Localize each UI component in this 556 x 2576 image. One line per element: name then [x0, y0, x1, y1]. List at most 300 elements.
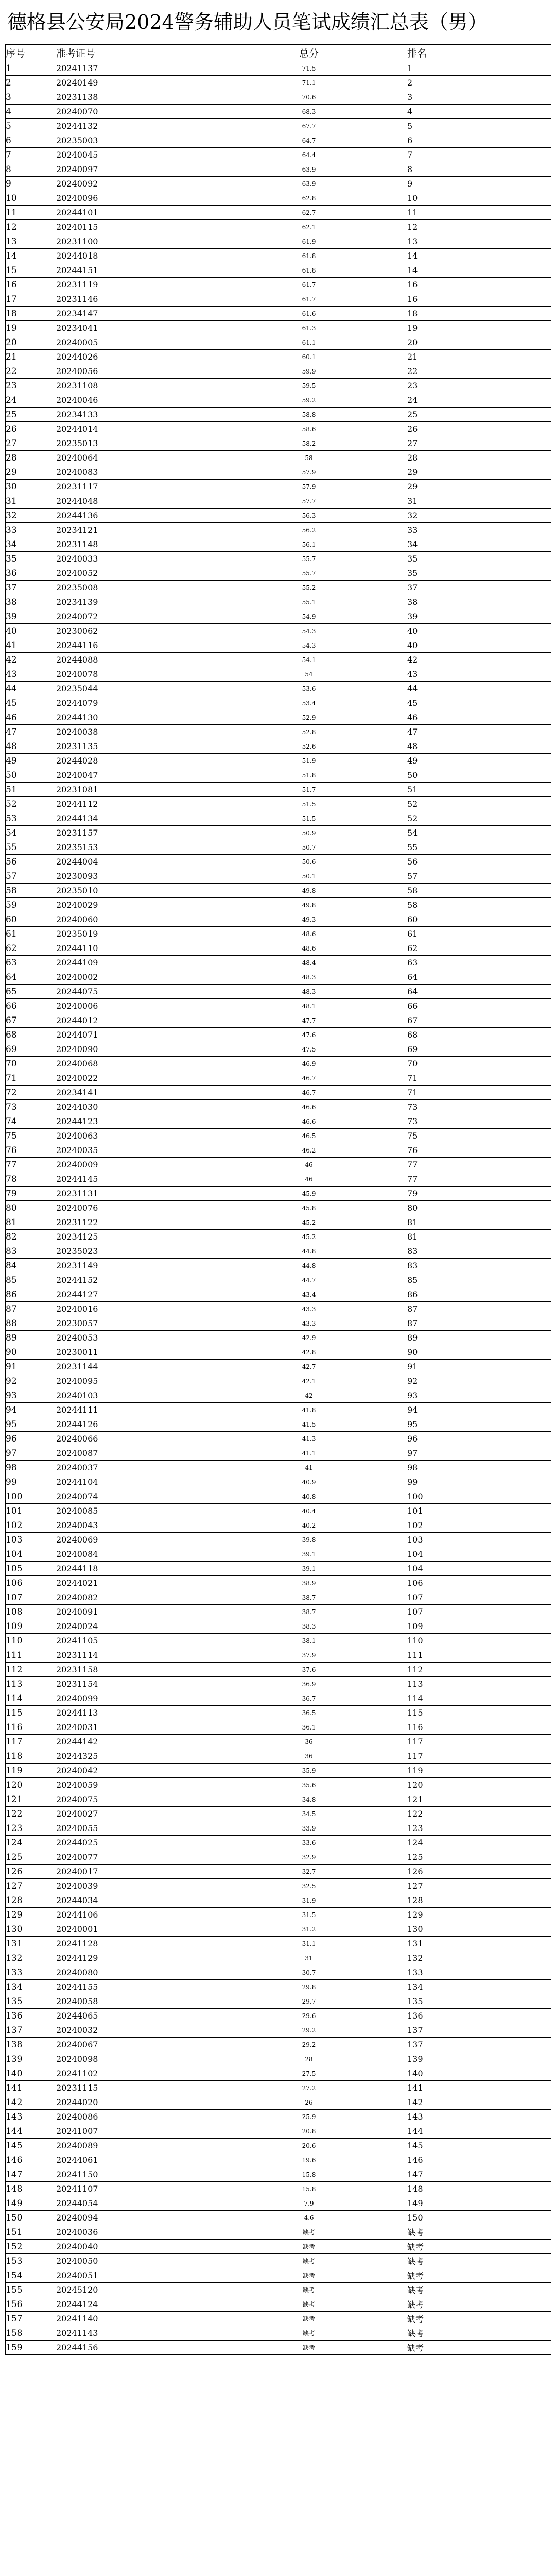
cell-rank: 137	[407, 2023, 551, 2038]
cell-rank: 139	[407, 2052, 551, 2066]
cell-exam-id: 20240082	[56, 1590, 211, 1605]
cell-exam-id: 20231081	[56, 783, 211, 797]
table-row	[6, 2124, 551, 2139]
cell-no: 29	[6, 465, 56, 480]
table-row	[6, 869, 551, 884]
cell-exam-id: 20234125	[56, 1230, 211, 1244]
cell-exam-id: 20240036	[56, 2225, 211, 2240]
header-exam-id: 准考证号	[56, 45, 211, 61]
table-row	[6, 754, 551, 768]
cell-no: 157	[6, 2312, 56, 2326]
table-row	[6, 1432, 551, 1446]
table-row	[6, 1273, 551, 1287]
cell-exam-id: 20240001	[56, 1922, 211, 1937]
cell-exam-id: 20240069	[56, 1533, 211, 1547]
cell-score: 44.8	[211, 1259, 407, 1273]
cell-no: 27	[6, 436, 56, 451]
cell-score: 54	[211, 667, 407, 682]
cell-rank: 87	[407, 1316, 551, 1331]
table-row	[6, 436, 551, 451]
cell-score: 61.1	[211, 335, 407, 350]
cell-exam-id: 20244028	[56, 754, 211, 768]
cell-exam-id: 20240064	[56, 451, 211, 465]
cell-score: 47.5	[211, 1042, 407, 1057]
cell-exam-id: 20244134	[56, 811, 211, 826]
cell-rank: 136	[407, 2009, 551, 2023]
cell-rank: 124	[407, 1836, 551, 1850]
cell-score: 33.6	[211, 1836, 407, 1850]
table-row	[6, 292, 551, 307]
cell-no: 64	[6, 970, 56, 985]
cell-exam-id: 20244104	[56, 1475, 211, 1489]
table-row	[6, 1187, 551, 1201]
cell-no: 119	[6, 1764, 56, 1778]
table-row	[6, 494, 551, 509]
cell-rank: 129	[407, 1908, 551, 1922]
cell-score: 46.7	[211, 1071, 407, 1086]
cell-exam-id: 20240002	[56, 970, 211, 985]
cell-score: 25.9	[211, 2110, 407, 2124]
cell-exam-id: 20244101	[56, 206, 211, 220]
table-row	[6, 811, 551, 826]
cell-score: 45.8	[211, 1201, 407, 1215]
cell-no: 115	[6, 1706, 56, 1720]
cell-rank: 115	[407, 1706, 551, 1720]
table-row	[6, 335, 551, 350]
cell-exam-id: 20231157	[56, 826, 211, 840]
table-row	[6, 1533, 551, 1547]
table-row	[6, 350, 551, 364]
cell-score: 48.3	[211, 970, 407, 985]
cell-exam-id: 20244151	[56, 263, 211, 278]
cell-score: 57.9	[211, 480, 407, 494]
cell-no: 70	[6, 1057, 56, 1071]
cell-rank: 13	[407, 234, 551, 249]
cell-exam-id: 20240017	[56, 1865, 211, 1879]
cell-exam-id: 20240053	[56, 1331, 211, 1345]
cell-rank: 28	[407, 451, 551, 465]
cell-exam-id: 20240058	[56, 1994, 211, 2009]
cell-score: 61.6	[211, 307, 407, 321]
cell-score: 49.3	[211, 912, 407, 927]
cell-exam-id: 20240060	[56, 912, 211, 927]
cell-no: 141	[6, 2081, 56, 2095]
cell-no: 22	[6, 364, 56, 379]
cell-score: 40.8	[211, 1489, 407, 1504]
cell-no: 136	[6, 2009, 56, 2023]
cell-exam-id: 20244065	[56, 2009, 211, 2023]
cell-rank: 52	[407, 797, 551, 811]
cell-score: 63.9	[211, 177, 407, 191]
cell-rank: 50	[407, 768, 551, 783]
cell-exam-id: 20240067	[56, 2038, 211, 2052]
cell-no: 93	[6, 1388, 56, 1403]
cell-no: 42	[6, 653, 56, 667]
table-row	[6, 1562, 551, 1576]
cell-score: 36	[211, 1735, 407, 1749]
header-score: 总分	[211, 45, 407, 61]
cell-rank: 46	[407, 710, 551, 725]
cell-no: 67	[6, 1013, 56, 1028]
cell-no: 106	[6, 1576, 56, 1590]
cell-rank: 113	[407, 1677, 551, 1691]
cell-score: 50.6	[211, 855, 407, 869]
cell-rank: 2	[407, 76, 551, 90]
cell-exam-id: 20240076	[56, 1201, 211, 1215]
cell-no: 25	[6, 408, 56, 422]
table-row	[6, 1013, 551, 1028]
cell-rank: 29	[407, 480, 551, 494]
cell-exam-id: 20240070	[56, 105, 211, 119]
table-row	[6, 1489, 551, 1504]
cell-exam-id: 20244111	[56, 1403, 211, 1417]
cell-rank: 85	[407, 1273, 551, 1287]
table-row	[6, 840, 551, 855]
cell-exam-id: 20231146	[56, 292, 211, 307]
cell-exam-id: 20240040	[56, 2240, 211, 2254]
cell-no: 75	[6, 1129, 56, 1143]
table-row	[6, 1403, 551, 1417]
cell-rank: 40	[407, 624, 551, 638]
table-row	[6, 2268, 551, 2283]
cell-rank: 缺考	[407, 2254, 551, 2268]
cell-no: 145	[6, 2139, 56, 2153]
table-row	[6, 2038, 551, 2052]
cell-exam-id: 20231149	[56, 1259, 211, 1273]
cell-exam-id: 20240085	[56, 1504, 211, 1518]
cell-score: 34.8	[211, 1792, 407, 1807]
table-row	[6, 191, 551, 206]
cell-no: 82	[6, 1230, 56, 1244]
cell-score: 31.1	[211, 1937, 407, 1951]
cell-no: 121	[6, 1792, 56, 1807]
table-row	[6, 985, 551, 999]
table-row	[6, 480, 551, 494]
table-row	[6, 2240, 551, 2254]
cell-rank: 34	[407, 537, 551, 552]
cell-score: 71.5	[211, 61, 407, 76]
cell-score: 32.5	[211, 1879, 407, 1893]
cell-rank: 缺考	[407, 2283, 551, 2297]
cell-rank: 缺考	[407, 2297, 551, 2312]
cell-score: 39.8	[211, 1533, 407, 1547]
cell-exam-id: 20240046	[56, 393, 211, 408]
cell-no: 118	[6, 1749, 56, 1764]
cell-score: 34.5	[211, 1807, 407, 1821]
cell-rank: 140	[407, 2066, 551, 2081]
table-row	[6, 581, 551, 595]
cell-score: 30.7	[211, 1965, 407, 1980]
table-row	[6, 725, 551, 739]
cell-no: 111	[6, 1648, 56, 1663]
cell-exam-id: 20244071	[56, 1028, 211, 1042]
table-row	[6, 1980, 551, 1994]
cell-no: 159	[6, 2341, 56, 2355]
cell-exam-id: 20235153	[56, 840, 211, 855]
cell-no: 120	[6, 1778, 56, 1792]
cell-exam-id: 20235023	[56, 1244, 211, 1259]
cell-exam-id: 20241140	[56, 2312, 211, 2326]
cell-rank: 43	[407, 667, 551, 682]
cell-score: 40.4	[211, 1504, 407, 1518]
cell-no: 76	[6, 1143, 56, 1158]
cell-rank: 142	[407, 2095, 551, 2110]
cell-rank: 12	[407, 220, 551, 234]
cell-score: 53.6	[211, 682, 407, 696]
cell-no: 109	[6, 1619, 56, 1634]
cell-no: 17	[6, 292, 56, 307]
cell-no: 21	[6, 350, 56, 364]
cell-score: 38.9	[211, 1576, 407, 1590]
table-row	[6, 105, 551, 119]
cell-no: 31	[6, 494, 56, 509]
cell-no: 60	[6, 912, 56, 927]
cell-score: 26	[211, 2095, 407, 2110]
table-row	[6, 1230, 551, 1244]
cell-exam-id: 20240103	[56, 1388, 211, 1403]
cell-no: 6	[6, 133, 56, 148]
table-row	[6, 1244, 551, 1259]
cell-exam-id: 20244088	[56, 653, 211, 667]
cell-no: 83	[6, 1244, 56, 1259]
cell-rank: 91	[407, 1360, 551, 1374]
cell-rank: 57	[407, 869, 551, 884]
cell-no: 78	[6, 1172, 56, 1187]
table-row	[6, 2153, 551, 2167]
table-row	[6, 1302, 551, 1316]
cell-exam-id: 20234147	[56, 307, 211, 321]
table-row	[6, 1215, 551, 1230]
cell-no: 52	[6, 797, 56, 811]
table-row	[6, 1807, 551, 1821]
table-row	[6, 1677, 551, 1691]
cell-rank: 130	[407, 1922, 551, 1937]
cell-exam-id: 20240077	[56, 1850, 211, 1865]
table-row	[6, 1360, 551, 1374]
cell-rank: 26	[407, 422, 551, 436]
cell-rank: 101	[407, 1504, 551, 1518]
cell-no: 63	[6, 956, 56, 970]
cell-rank: 143	[407, 2110, 551, 2124]
table-row	[6, 451, 551, 465]
cell-rank: 106	[407, 1576, 551, 1590]
cell-score: 58.2	[211, 436, 407, 451]
cell-no: 92	[6, 1374, 56, 1388]
cell-no: 30	[6, 480, 56, 494]
table-row	[6, 1691, 551, 1706]
cell-exam-id: 20240037	[56, 1461, 211, 1475]
cell-no: 107	[6, 1590, 56, 1605]
cell-exam-id: 20244132	[56, 119, 211, 133]
cell-score: 46.6	[211, 1100, 407, 1114]
cell-rank: 117	[407, 1735, 551, 1749]
cell-score: 57.7	[211, 494, 407, 509]
cell-rank: 5	[407, 119, 551, 133]
cell-exam-id: 20240052	[56, 566, 211, 581]
cell-exam-id: 20240096	[56, 191, 211, 206]
table-row	[6, 2196, 551, 2211]
cell-no: 13	[6, 234, 56, 249]
cell-no: 90	[6, 1345, 56, 1360]
table-row	[6, 898, 551, 912]
cell-exam-id: 20244142	[56, 1735, 211, 1749]
cell-rank: 107	[407, 1590, 551, 1605]
cell-rank: 40	[407, 638, 551, 653]
cell-score: 62.8	[211, 191, 407, 206]
cell-rank: 35	[407, 552, 551, 566]
cell-rank: 111	[407, 1648, 551, 1663]
cell-score: 7.9	[211, 2196, 407, 2211]
cell-score: 52.9	[211, 710, 407, 725]
cell-no: 14	[6, 249, 56, 263]
cell-exam-id: 20244030	[56, 1100, 211, 1114]
table-row	[6, 710, 551, 725]
cell-rank: 20	[407, 335, 551, 350]
table-row	[6, 2110, 551, 2124]
cell-score: 57.9	[211, 465, 407, 480]
table-row	[6, 2167, 551, 2182]
table-row	[6, 566, 551, 581]
cell-exam-id: 20244152	[56, 1273, 211, 1287]
cell-exam-id: 20244025	[56, 1836, 211, 1850]
cell-rank: 3	[407, 90, 551, 105]
cell-exam-id: 20241128	[56, 1937, 211, 1951]
cell-rank: 92	[407, 1374, 551, 1388]
cell-rank: 83	[407, 1244, 551, 1259]
cell-no: 138	[6, 2038, 56, 2052]
cell-exam-id: 20244155	[56, 1980, 211, 1994]
cell-score: 37.6	[211, 1663, 407, 1677]
cell-no: 19	[6, 321, 56, 335]
table-row	[6, 595, 551, 609]
cell-rank: 64	[407, 970, 551, 985]
table-row	[6, 1028, 551, 1042]
table-row	[6, 2066, 551, 2081]
cell-no: 85	[6, 1273, 56, 1287]
cell-rank: 35	[407, 566, 551, 581]
cell-no: 81	[6, 1215, 56, 1230]
cell-exam-id: 20244034	[56, 1893, 211, 1908]
cell-score: 58	[211, 451, 407, 465]
cell-score: 32.7	[211, 1865, 407, 1879]
cell-score: 46.5	[211, 1129, 407, 1143]
table-row	[6, 970, 551, 985]
cell-rank: 73	[407, 1114, 551, 1129]
cell-exam-id: 20230093	[56, 869, 211, 884]
cell-rank: 76	[407, 1143, 551, 1158]
cell-rank: 120	[407, 1778, 551, 1792]
table-row	[6, 2341, 551, 2355]
cell-no: 139	[6, 2052, 56, 2066]
cell-rank: 100	[407, 1489, 551, 1504]
cell-score: 42.7	[211, 1360, 407, 1374]
table-row	[6, 321, 551, 335]
cell-no: 48	[6, 739, 56, 754]
cell-no: 7	[6, 148, 56, 162]
cell-rank: 147	[407, 2167, 551, 2182]
cell-rank: 16	[407, 292, 551, 307]
table-row	[6, 2009, 551, 2023]
cell-score: 64.4	[211, 148, 407, 162]
cell-rank: 7	[407, 148, 551, 162]
table-row	[6, 638, 551, 653]
cell-no: 147	[6, 2167, 56, 2182]
table-row	[6, 393, 551, 408]
cell-rank: 80	[407, 1201, 551, 1215]
cell-exam-id: 20240089	[56, 2139, 211, 2153]
table-row	[6, 1893, 551, 1908]
cell-exam-id: 20231135	[56, 739, 211, 754]
cell-no: 114	[6, 1691, 56, 1706]
cell-no: 103	[6, 1533, 56, 1547]
cell-score: 31.5	[211, 1908, 407, 1922]
cell-rank: 141	[407, 2081, 551, 2095]
cell-exam-id: 20240056	[56, 364, 211, 379]
cell-rank: 112	[407, 1663, 551, 1677]
cell-score: 49.8	[211, 898, 407, 912]
table-row	[6, 653, 551, 667]
cell-exam-id: 20240072	[56, 609, 211, 624]
cell-exam-id: 20240099	[56, 1691, 211, 1706]
cell-score: 47.7	[211, 1013, 407, 1028]
cell-no: 18	[6, 307, 56, 321]
table-row	[6, 609, 551, 624]
cell-score: 36.7	[211, 1691, 407, 1706]
cell-no: 44	[6, 682, 56, 696]
cell-score: 59.2	[211, 393, 407, 408]
cell-no: 143	[6, 2110, 56, 2124]
cell-score: 41.3	[211, 1432, 407, 1446]
cell-no: 15	[6, 263, 56, 278]
table-row	[6, 162, 551, 177]
cell-exam-id: 20235013	[56, 436, 211, 451]
cell-score: 48.6	[211, 927, 407, 941]
cell-no: 129	[6, 1908, 56, 1922]
cell-rank: 81	[407, 1230, 551, 1244]
table-row	[6, 1547, 551, 1562]
cell-no: 45	[6, 696, 56, 710]
cell-exam-id: 20230057	[56, 1316, 211, 1331]
cell-no: 89	[6, 1331, 56, 1345]
cell-rank: 51	[407, 783, 551, 797]
cell-score: 缺考	[211, 2283, 407, 2297]
cell-score: 62.1	[211, 220, 407, 234]
sheet-title: 德格县公安局2024警务辅助人员笔试成绩汇总表（男）	[7, 11, 488, 33]
cell-no: 126	[6, 1865, 56, 1879]
table-row	[6, 1446, 551, 1461]
table-row	[6, 956, 551, 970]
cell-rank: 60	[407, 912, 551, 927]
cell-rank: 38	[407, 595, 551, 609]
cell-exam-id: 20244020	[56, 2095, 211, 2110]
cell-no: 40	[6, 624, 56, 638]
cell-rank: 123	[407, 1821, 551, 1836]
cell-exam-id: 20240006	[56, 999, 211, 1013]
cell-no: 144	[6, 2124, 56, 2139]
cell-rank: 14	[407, 249, 551, 263]
cell-score: 43.3	[211, 1302, 407, 1316]
cell-exam-id: 20235003	[56, 133, 211, 148]
cell-rank: 14	[407, 263, 551, 278]
cell-no: 131	[6, 1937, 56, 1951]
cell-no: 50	[6, 768, 56, 783]
cell-exam-id: 20240009	[56, 1158, 211, 1172]
cell-rank: 97	[407, 1446, 551, 1461]
cell-no: 140	[6, 2066, 56, 2081]
cell-no: 35	[6, 552, 56, 566]
cell-score: 46	[211, 1172, 407, 1187]
cell-no: 100	[6, 1489, 56, 1504]
